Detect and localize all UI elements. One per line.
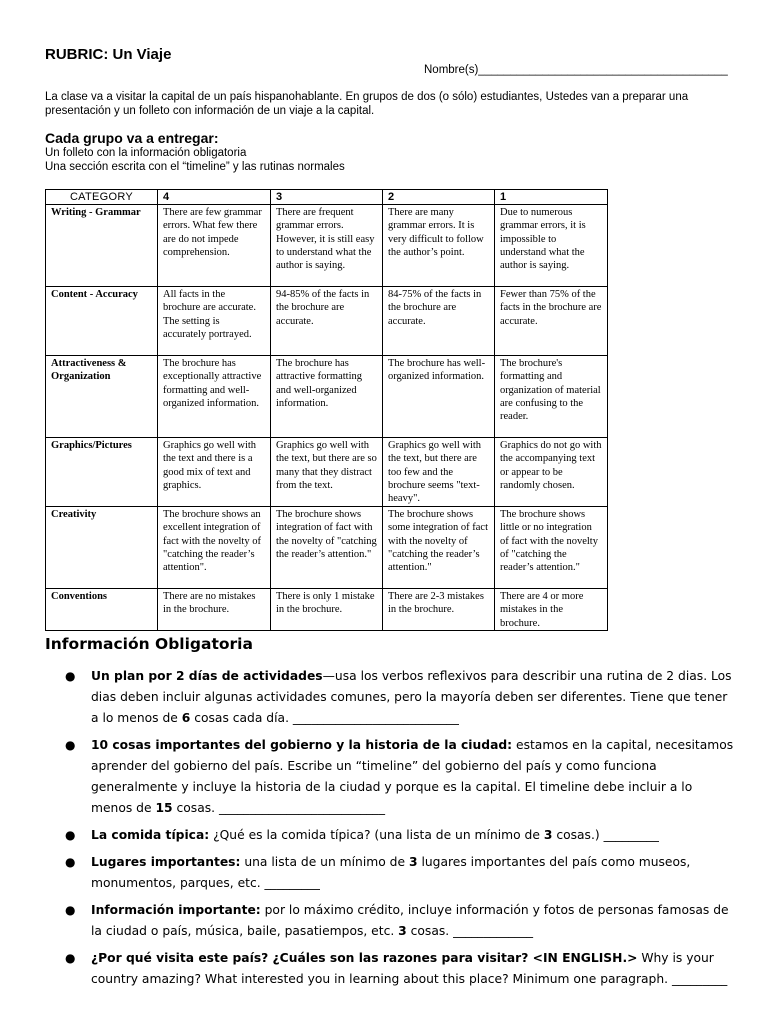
score-3-cell: The brochure shows integration of fact with the novelty of "catching the reader’s attention." — [271, 507, 383, 589]
item-number: 15 — [155, 801, 173, 815]
score-1-cell: Due to numerous grammar errors, it is impossible to understand what the author is saying. — [495, 205, 608, 287]
item-lead: Un plan por 2 días de actividades — [91, 669, 323, 683]
score-2-cell: 84-75% of the facts in the brochure are accurate. — [383, 287, 495, 356]
required-item-lugares — [45, 852, 735, 894]
rubric-row-writing-grammar — [46, 205, 608, 287]
name-line: Nombre(s)_______________________________________ — [424, 64, 728, 76]
item-text: ¿Qué es la comida típica? (una lista de un mínimo de — [209, 828, 544, 842]
required-item-plan — [45, 666, 735, 729]
item-tail: cosas cada día. ___________________________ — [190, 711, 459, 725]
item-number: 3 — [408, 855, 418, 869]
item-lead: 10 cosas importantes del gobierno y la historia de la ciudad: — [91, 738, 513, 752]
rubric-header-row — [46, 190, 608, 205]
deliverables-heading: Cada grupo va a entregar: — [45, 130, 219, 146]
intro-paragraph: La clase va a visitar la capital de un país hispanohablante. En grupos de dos (o sólo) estudiantes, Ustedes van a preparar una presentación y un folleto con información de un viaje a la capital. — [45, 91, 689, 117]
bullet-icon: ● — [65, 951, 76, 965]
score-4-cell: The brochure has exceptionally attractive formatting and well-organized information. — [158, 356, 271, 438]
rubric-table — [45, 189, 608, 631]
bullet-icon: ● — [65, 855, 76, 869]
score-3-cell: There are frequent grammar errors. However, it is still easy to understand what the author is saying. — [271, 205, 383, 287]
score-1-cell: The brochure shows little or no integration of fact with the novelty of "catching the reader’s attention." — [495, 507, 608, 589]
category-cell: Conventions — [46, 589, 158, 631]
score-1-cell: The brochure's formatting and organization of material are confusing to the reader. — [495, 356, 608, 438]
item-text: Why is your country amazing? What interested you in learning about this place? Minimum one paragraph. _________ — [91, 951, 728, 986]
required-item-timeline — [45, 735, 735, 819]
required-info-list — [45, 666, 735, 996]
deliverables-list — [45, 146, 345, 174]
deliverable-item: Una sección escrita con el “timeline” y las rutinas normales — [45, 161, 345, 173]
header-score-2: 2 — [383, 190, 495, 205]
score-4-cell: The brochure shows an excellent integration of fact with the novelty of "catching the reader’s attention". — [158, 507, 271, 589]
bullet-icon: ● — [65, 738, 76, 752]
rubric-row-creativity — [46, 507, 608, 589]
item-lead: Lugares importantes: — [91, 855, 241, 869]
score-3-cell: The brochure has attractive formatting and well-organized information. — [271, 356, 383, 438]
score-2-cell: Graphics go well with the text, but there are too few and the brochure seems "text-heavy". — [383, 438, 495, 507]
item-tail: cosas. ___________________________ — [172, 801, 385, 815]
item-tail: cosas.) _________ — [552, 828, 659, 842]
rubric-row-content-accuracy — [46, 287, 608, 356]
score-3-cell: There is only 1 mistake in the brochure. — [271, 589, 383, 631]
bullet-icon: ● — [65, 669, 76, 683]
score-4-cell: Graphics go well with the text and there is a good mix of text and graphics. — [158, 438, 271, 507]
item-text: una lista de un mínimo de — [240, 855, 409, 869]
required-item-por-que — [45, 948, 735, 990]
score-4-cell: All facts in the brochure are accurate. The setting is accurately portrayed. — [158, 287, 271, 356]
category-cell: Graphics/Pictures — [46, 438, 158, 507]
score-3-cell: Graphics go well with the text, but there are so many that they distract from the text. — [271, 438, 383, 507]
score-2-cell: The brochure has well-organized information. — [383, 356, 495, 438]
required-item-comida — [45, 825, 735, 846]
category-cell: Attractiveness & Organization — [46, 356, 158, 438]
item-number: 3 — [543, 828, 553, 842]
score-3-cell: 94-85% of the facts in the brochure are accurate. — [271, 287, 383, 356]
header-category: CATEGORY — [46, 190, 158, 205]
category-cell: Writing - Grammar — [46, 205, 158, 287]
rubric-row-conventions — [46, 589, 608, 631]
score-2-cell: There are 2-3 mistakes in the brochure. — [383, 589, 495, 631]
rubric-row-graphics-pictures — [46, 438, 608, 507]
category-cell: Content - Accuracy — [46, 287, 158, 356]
item-text: por lo máximo crédito, incluye información y fotos de personas famosas de la ciudad o país, música, baile, pasatiempos, etc. — [91, 903, 729, 938]
bullet-icon: ● — [65, 828, 76, 842]
item-text: estamos en la capital, necesitamos aprender del gobierno del país. Escribe un “timeline” del gobierno del país y como funciona generalmente y incluye la historia de la ciudad y porque es la capital. El timeline debe incluir a lo menos de — [91, 738, 734, 815]
score-1-cell: Graphics do not go with the accompanying text or appear to be randomly chosen. — [495, 438, 608, 507]
item-lead: ¿Por qué visita este país? ¿Cuáles son las razones para visitar? <IN ENGLISH.> — [91, 951, 638, 965]
header-score-1: 1 — [495, 190, 608, 205]
item-lead: La comida típica: — [91, 828, 210, 842]
required-info-heading: Información Obligatoria — [45, 635, 253, 653]
page-title: RUBRIC: Un Viaje — [45, 46, 172, 63]
item-text: —usa los verbos reflexivos para describir una rutina de 2 dias. Los dias deben incluir algunas actividades comunes, pero la mayoría deben ser diferentes. Tiene que tener a lo menos de — [91, 669, 732, 725]
deliverable-item: Un folleto con la información obligatoria — [45, 147, 247, 159]
score-2-cell: There are many grammar errors. It is very difficult to follow the author’s point. — [383, 205, 495, 287]
category-cell: Creativity — [46, 507, 158, 589]
required-item-informacion — [45, 900, 735, 942]
score-1-cell: There are 4 or more mistakes in the brochure. — [495, 589, 608, 631]
score-4-cell: There are no mistakes in the brochure. — [158, 589, 271, 631]
score-2-cell: The brochure shows some integration of fact with the novelty of "catching the reader’s attention." — [383, 507, 495, 589]
item-tail: cosas. _____________ — [406, 924, 534, 938]
item-lead: Información importante: — [91, 903, 261, 917]
score-4-cell: There are few grammar errors. What few there are do not impede comprehension. — [158, 205, 271, 287]
header-score-4: 4 — [158, 190, 271, 205]
rubric-row-attractiveness-organization — [46, 356, 608, 438]
header-score-3: 3 — [271, 190, 383, 205]
score-1-cell: Fewer than 75% of the facts in the brochure are accurate. — [495, 287, 608, 356]
item-tail: lugares importantes del país como museos, monumentos, parques, etc. _________ — [91, 855, 691, 890]
bullet-icon: ● — [65, 903, 76, 917]
item-number: 6 — [181, 711, 191, 725]
item-number: 3 — [398, 924, 407, 938]
